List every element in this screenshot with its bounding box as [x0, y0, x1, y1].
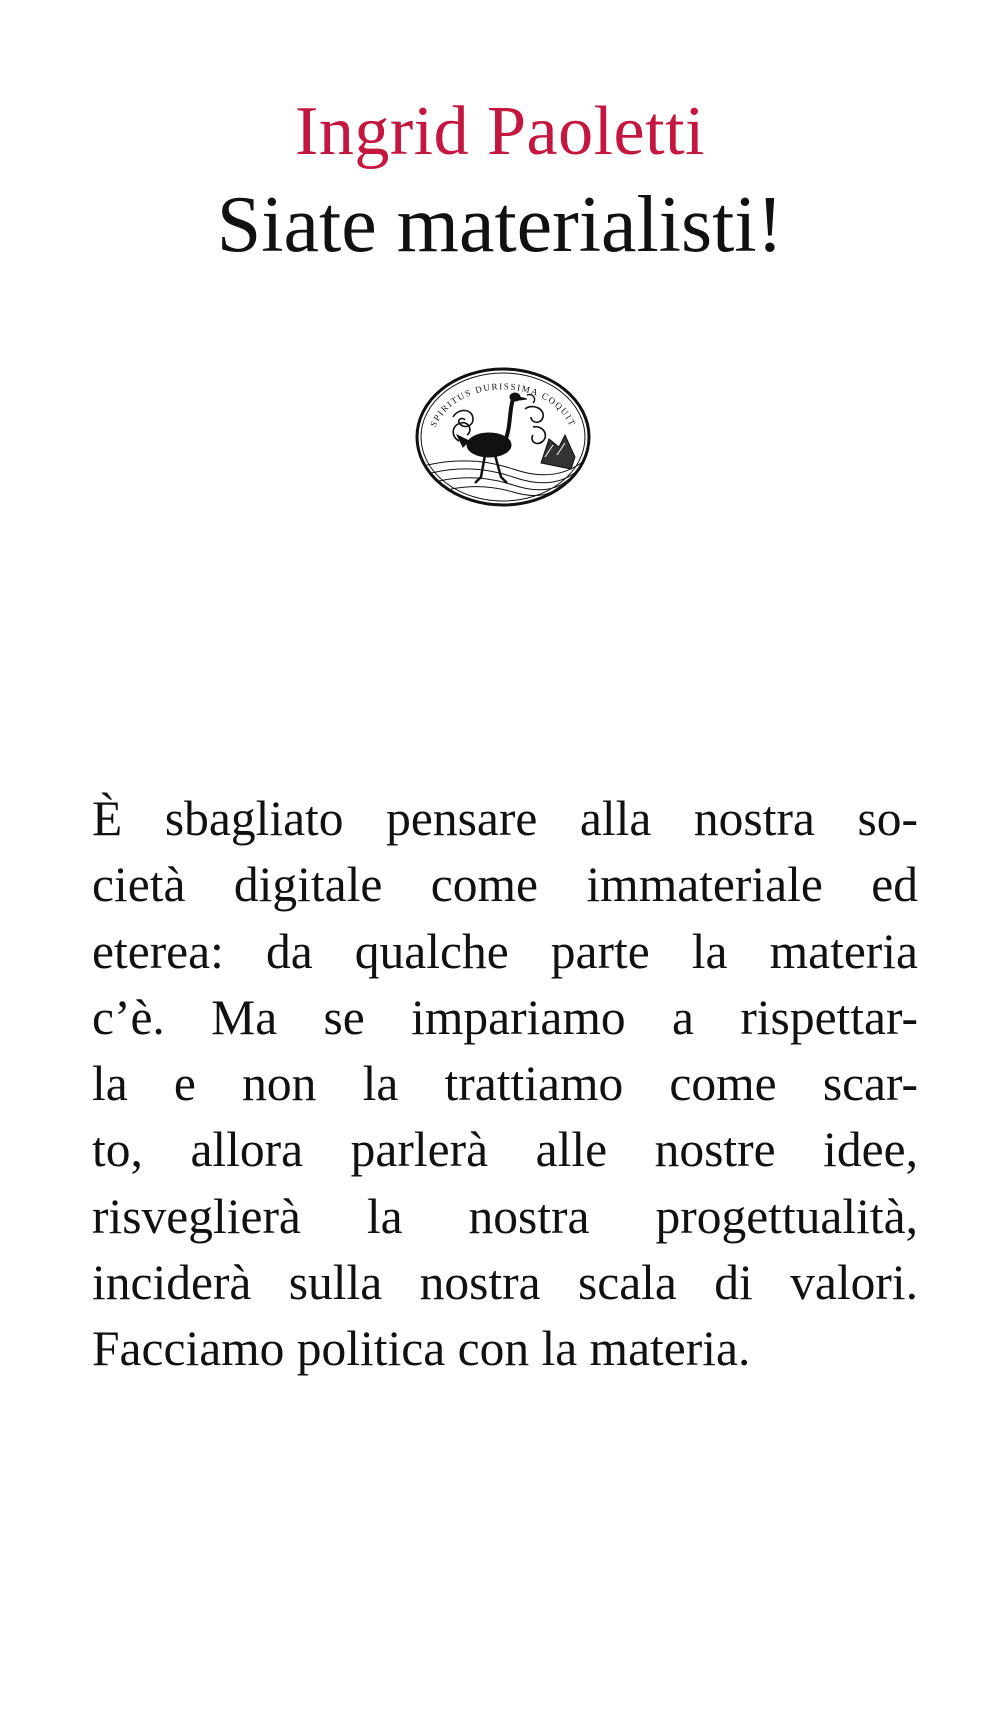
blurb-line: c’è. Ma se impariamo a rispettar- [92, 989, 918, 1045]
blurb-line: inciderà sulla nostra scala di valori. [92, 1255, 918, 1311]
author-name: Ingrid Paoletti [295, 93, 705, 170]
blurb-line: Facciamo politica con la materia. [92, 1321, 751, 1377]
cover-blurb [92, 786, 918, 1383]
svg-text:SPIRITUS DURISSIMA COQUIT: SPIRITUS DURISSIMA COQUIT [428, 381, 578, 429]
blurb-line: risveglierà la nostra progettualità, [92, 1188, 918, 1244]
blurb-line: eterea: da qualche parte la materia [92, 923, 918, 979]
blurb-line: to, allora parlerà alle nostre idee, [92, 1122, 918, 1178]
blurb-line: la e non la trattiamo come scar- [92, 1056, 918, 1112]
blurb-line: cietà digitale come immateriale ed [92, 857, 918, 913]
book-title: Siate materialisti! [216, 181, 784, 269]
blurb-line: È sbagliato pensare alla nostra so- [92, 791, 918, 846]
ostrich-seal-icon [413, 365, 593, 509]
